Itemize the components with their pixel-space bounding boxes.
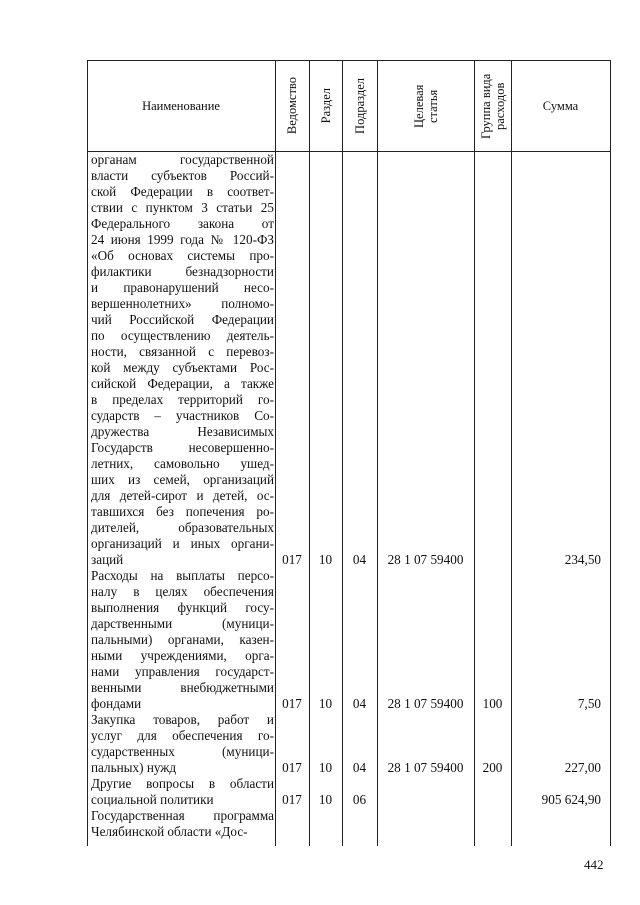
name-line: нами управления государст- bbox=[91, 664, 274, 679]
name-line: тавшихся без попечения ро- bbox=[91, 504, 274, 519]
name-line: пальными) органами, казен- bbox=[91, 632, 274, 647]
cell-sum: 7,50 bbox=[577, 696, 601, 711]
cell-target: 28 1 07 59400 bbox=[387, 552, 464, 567]
name-line: заций bbox=[91, 552, 124, 567]
cell-dept: 017 bbox=[282, 552, 302, 567]
name-column bbox=[91, 152, 274, 840]
column-divider bbox=[309, 60, 310, 846]
name-line: дружества Независимых bbox=[91, 424, 274, 439]
name-line: для детей-сирот и детей, ос- bbox=[91, 488, 274, 503]
name-line: Расходы на выплаты персо- bbox=[91, 568, 274, 583]
name-line: дарственными (муници- bbox=[91, 616, 274, 631]
name-line: социальной политики bbox=[91, 792, 214, 807]
cell-subsection: 04 bbox=[352, 552, 367, 567]
name-line: Государств несовершенно- bbox=[91, 440, 274, 455]
cell-group: 100 bbox=[482, 696, 503, 711]
cell-subsection: 04 bbox=[352, 696, 367, 711]
name-line: Федерального закона от bbox=[91, 216, 274, 231]
name-line: сударственных (муници- bbox=[91, 744, 274, 759]
name-line: вершеннолетних» полномо- bbox=[91, 296, 274, 311]
cell-section: 10 bbox=[318, 760, 333, 775]
name-line: ствии с пунктом 3 статьи 25 bbox=[91, 200, 274, 215]
cell-subsection: 04 bbox=[352, 760, 367, 775]
name-line: Закупка товаров, работ и bbox=[91, 712, 274, 727]
name-line: Государственная программа bbox=[91, 808, 274, 823]
name-line: кой между субъектами Рос- bbox=[91, 360, 274, 375]
cell-sum: 234,50 bbox=[564, 552, 601, 567]
name-line: услуг для обеспечения го- bbox=[91, 728, 274, 743]
name-line: пальных) нужд bbox=[91, 760, 177, 775]
cell-dept: 017 bbox=[282, 696, 302, 711]
name-line: власти субъектов Россий- bbox=[91, 168, 274, 183]
name-line: по осуществлению деятель- bbox=[91, 328, 274, 343]
column-divider bbox=[275, 60, 276, 846]
header-section: Раздел bbox=[318, 87, 333, 124]
header-subsection: Подраздел bbox=[352, 77, 367, 134]
name-line: ской Федерации в соответ- bbox=[91, 184, 274, 199]
column-divider bbox=[511, 60, 512, 846]
name-line: Другие вопросы в области bbox=[91, 776, 274, 791]
name-line: 24 июня 1999 года № 120-ФЗ bbox=[91, 232, 274, 247]
cell-target: 28 1 07 59400 bbox=[387, 760, 464, 775]
cell-dept: 017 bbox=[282, 792, 302, 807]
column-divider bbox=[474, 60, 475, 846]
cell-sum: 905 624,90 bbox=[541, 792, 601, 807]
header-group: Группа вида расходов bbox=[478, 72, 507, 139]
header-sum: Сумма bbox=[542, 98, 579, 113]
name-line: фондами bbox=[91, 696, 142, 711]
name-line: венными внебюджетными bbox=[91, 680, 274, 695]
cell-section: 10 bbox=[318, 792, 333, 807]
cell-sum: 227,00 bbox=[564, 760, 601, 775]
name-line: ными учреждениями, орга- bbox=[91, 648, 274, 663]
column-divider bbox=[377, 60, 378, 846]
cell-section: 10 bbox=[318, 696, 333, 711]
name-line: чий Российской Федерации bbox=[91, 312, 274, 327]
name-line: налу в целях обеспечения bbox=[91, 584, 274, 599]
name-line: филактики безнадзорности bbox=[91, 264, 274, 279]
cell-section: 10 bbox=[318, 552, 333, 567]
table-border-right bbox=[610, 60, 611, 846]
name-line: «Об основах системы про- bbox=[91, 248, 274, 263]
name-line: и правонарушений несо- bbox=[91, 280, 274, 295]
header-target: Целевая статья bbox=[411, 83, 440, 128]
cell-target: 28 1 07 59400 bbox=[387, 696, 464, 711]
page-number: 442 bbox=[584, 857, 604, 872]
name-line: ности, связанной с перевоз- bbox=[91, 344, 274, 359]
name-line: организаций и иных органи- bbox=[91, 536, 274, 551]
header-name: Наименование bbox=[142, 98, 220, 113]
column-divider bbox=[342, 60, 343, 846]
name-line: Челябинской области «Дос- bbox=[91, 824, 248, 839]
cell-group: 200 bbox=[482, 760, 503, 775]
cell-dept: 017 bbox=[282, 760, 302, 775]
name-line: сударств – участников Со- bbox=[91, 408, 274, 423]
header-dept: Ведомство bbox=[285, 76, 299, 135]
name-line: органам государственной bbox=[91, 152, 274, 167]
name-line: летних, самовольно ушед- bbox=[91, 456, 274, 471]
budget-table bbox=[87, 60, 611, 846]
cell-subsection: 06 bbox=[352, 792, 367, 807]
name-line: в пределах территорий го- bbox=[91, 392, 274, 407]
name-line: выполнения функций госу- bbox=[91, 600, 274, 615]
table-border-left bbox=[87, 60, 88, 846]
name-line: сийской Федерации, а также bbox=[91, 376, 274, 391]
name-line: дителей, образовательных bbox=[91, 520, 274, 535]
name-line: ших из семей, организаций bbox=[91, 472, 274, 487]
